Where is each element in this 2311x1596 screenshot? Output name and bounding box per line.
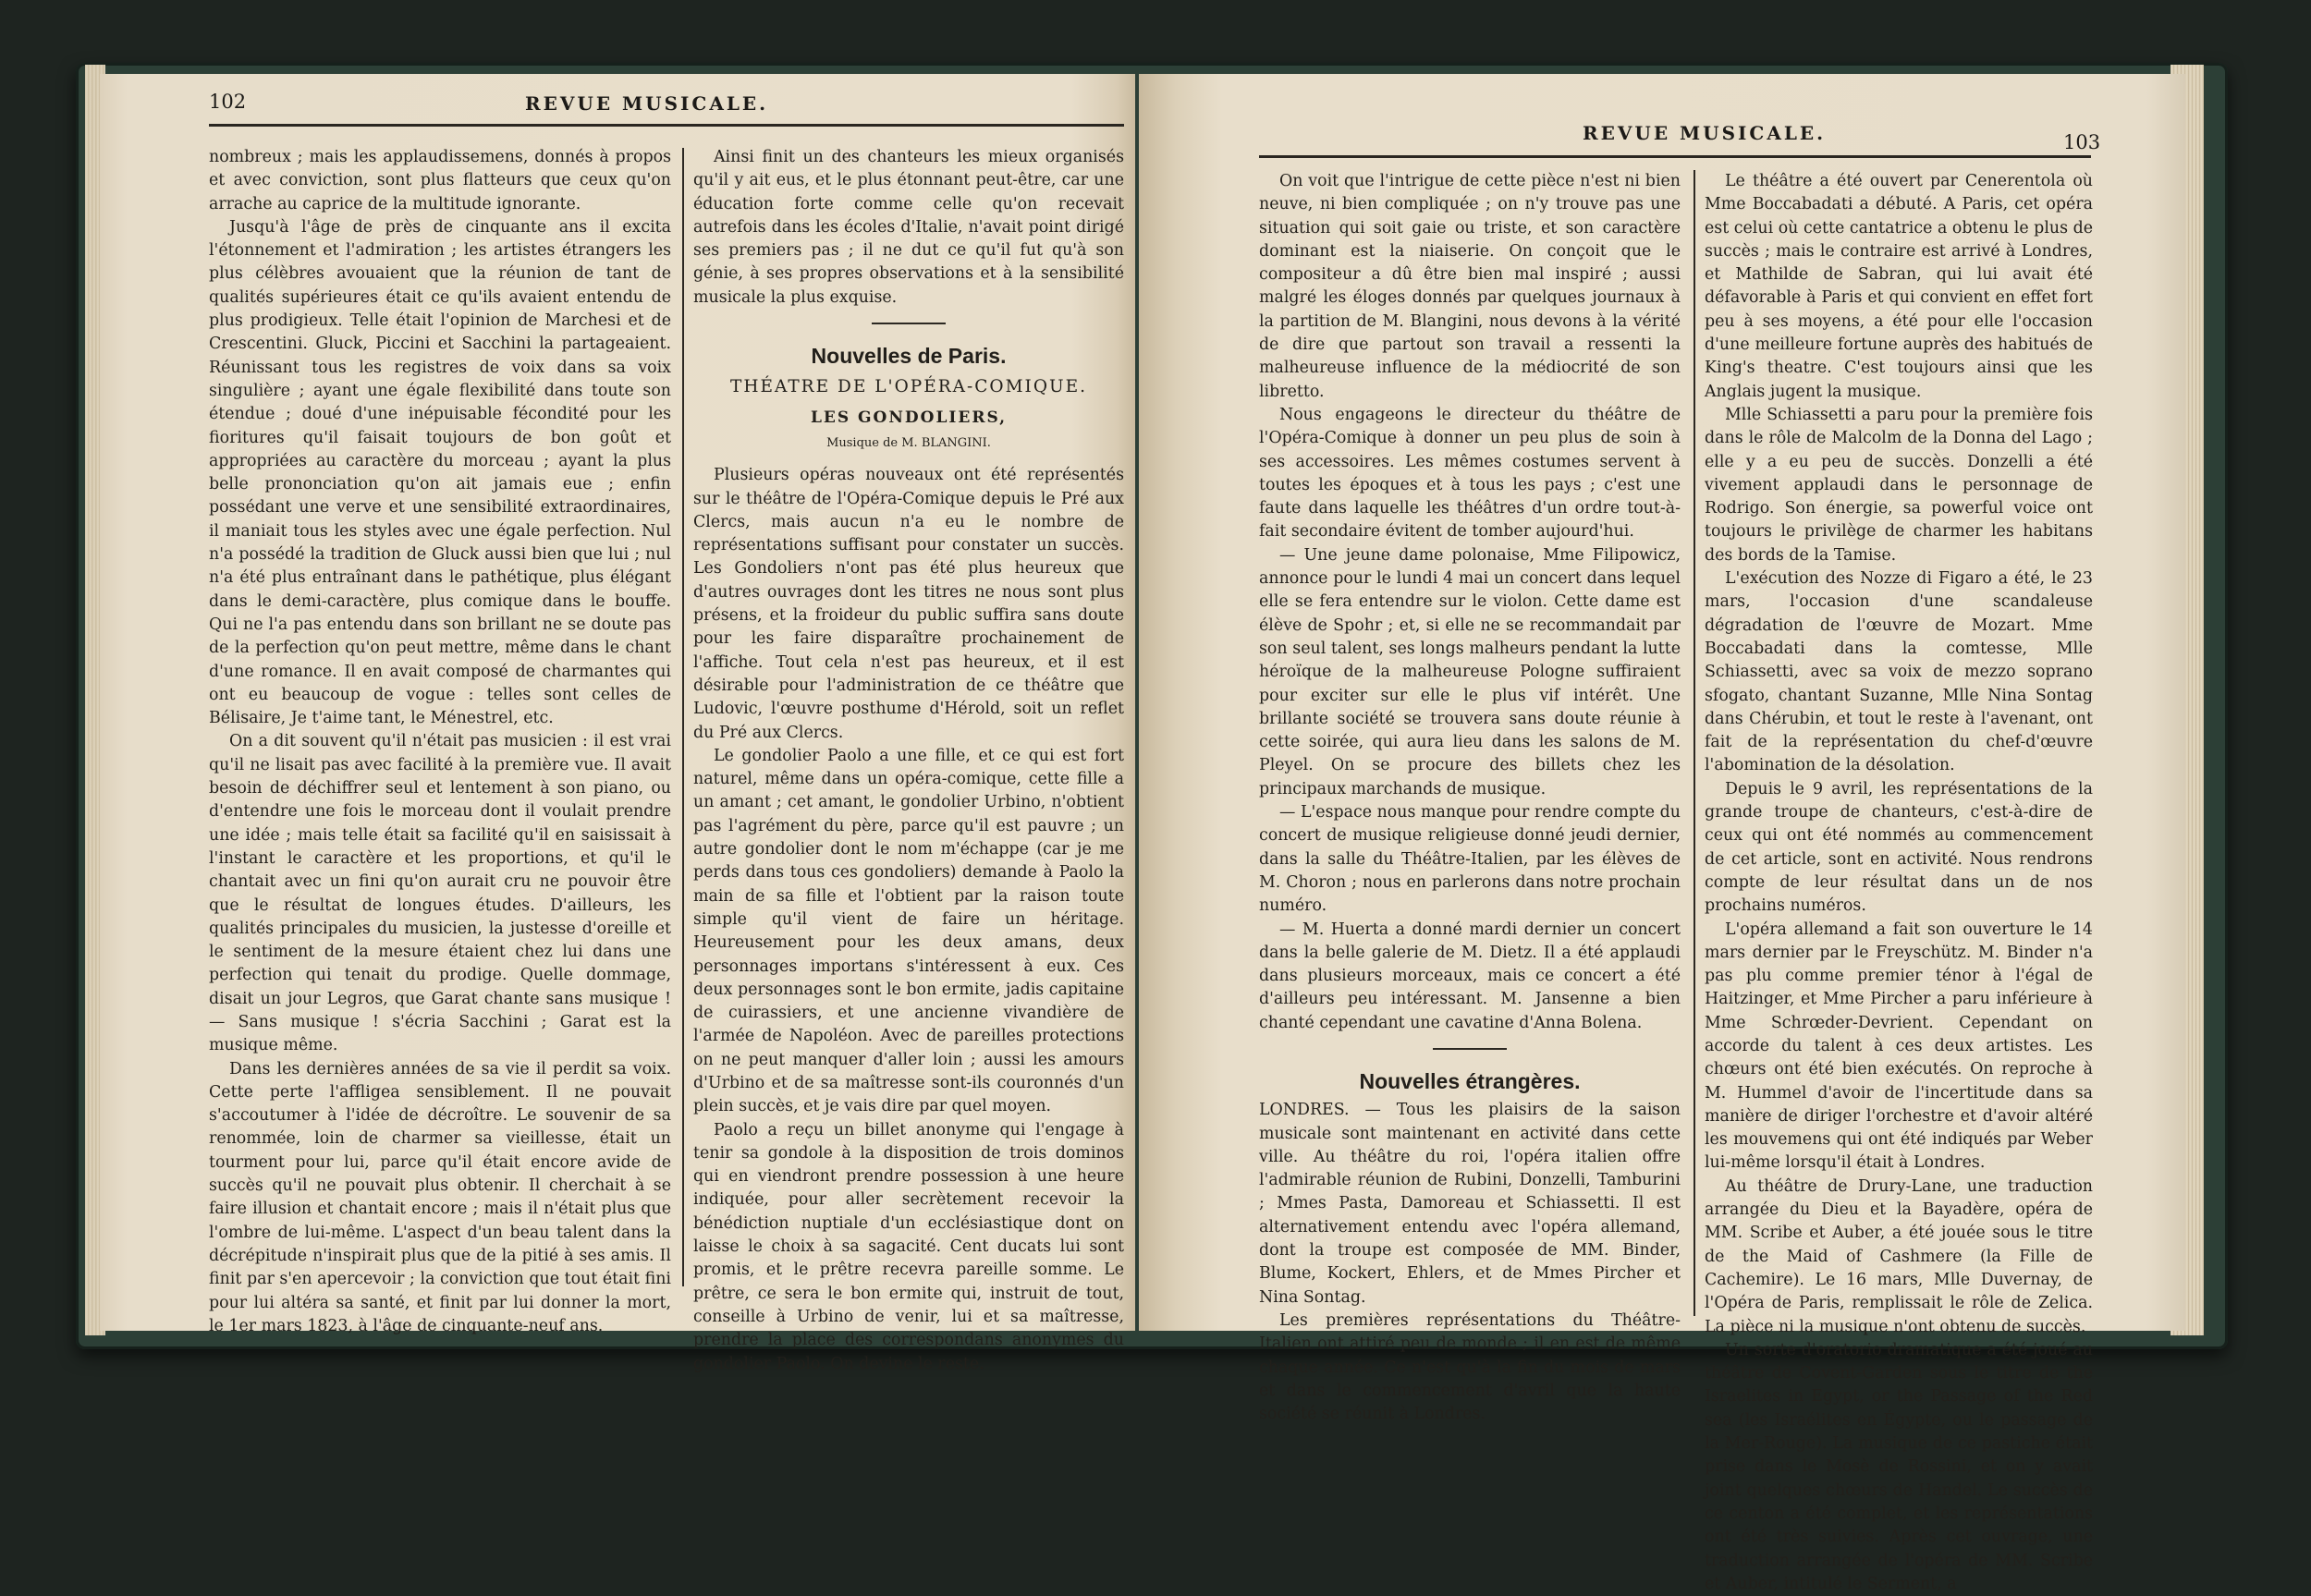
paragraph: Mlle Schiassetti a paru pour la première fois dans le rôle de Malcolm de la Donna del Lago ; elle y a eu peu de succès. Donzelli a été vivement applaudi dans le personnage de Rodrigo. Son énergie, sa powerful voice ont toujours le privilège de charmer les habitans des bords de la Tamise.: [1705, 405, 2093, 565]
right-column-2: [1705, 170, 2093, 1596]
running-head: REVUE MUSICALE.: [525, 92, 769, 115]
header-rule: [209, 124, 1124, 127]
right-column-1: [1259, 170, 1681, 1426]
paragraph: — M. Huerta a donné mardi dernier un concert dans la belle galerie de M. Dietz. Il a été applaudi dans plusieurs morceaux, mais ce concert a été d'ailleurs peu intéressant. M. Jansenne a bien chanté cependant une cavatine d'Anna Bolena.: [1259, 920, 1681, 1032]
running-head: REVUE MUSICALE.: [1583, 122, 1827, 144]
paragraph: L'exécution des Nozze di Figaro a été, le 23 mars, l'occasion d'une scandaleuse dégradation de l'œuvre de Mozart. Mme Boccabadati dans la comtesse, Mlle Schiassetti, avec sa voix de mezzo soprano sfogato, chantant Suzanne, Mlle Nina Sontag dans Chérubin, et tout le reste à l'avenant, ont fait de la représentation du chef-d'œuvre l'abomination de la désolation.: [1705, 569, 2093, 775]
divider: [872, 323, 946, 324]
paragraph: — L'espace nous manque pour rendre compte du concert de musique religieuse donné jeudi dernier, dans la salle du Théâtre-Italien, par les élèves de M. Choron ; nous en parlerons dans notre prochain numéro.: [1259, 803, 1681, 916]
section-title: Nouvelles de Paris.: [811, 344, 1007, 369]
paragraph: L'opéra allemand a fait son ouverture le 14 mars dernier par le Freyschütz. M. Binder n'a pas plu comme premier ténor à l'égal de Haitzinger, et Mme Pircher a paru inférieure à Mme Schrœder-Devrient. Cependant on accorde du talent à ces deux artistes. Les chœurs ont été bien exécutés. On reproche à M. Hummel d'avoir de l'incertitude dans sa manière de diriger l'orchestre et d'avoir altéré les mouvemens qui ont été indiqués par Weber lui-même lorsqu'il était à Londres.: [1705, 920, 2093, 1173]
divider: [1433, 1048, 1507, 1050]
paragraph: Paolo a reçu un billet anonyme qui l'engage à tenir sa gondole à la disposition de trois dominos qui en viendront prendre possession à une heure indiquée, pour aller secrètement recevoir la bénédiction nuptiale d'un ecclésiastique dont on laisse le choix à sa sagacité. Cent ducats lui sont promis, et le prêtre recevra pareille somme. Le prêtre, ce sera le bon ermite qui, instruit de tout, conseille à Urbino de venir, lui et sa maîtresse, prendre la place des correspondans anonymes du gondolier Paolo. On devine le reste.: [693, 1120, 1124, 1373]
left-column-1: [209, 146, 671, 1338]
paragraph: Depuis le 9 avril, les représentations de la grande troupe de chanteurs, c'est-à-dire de ceux qui ont été nommés au commencement de cet article, sont en activité. Nous rendrons compte de leur résultat dans un de nos prochains numéros.: [1705, 779, 2093, 916]
paragraph: Les premières représentations du Théâtre-Italien ont attiré peu de monde ; il en est de même chaque année. Ce n'est qu'à la fin du mois de mars et dans le commencement d'avril que la haute société se réunit à Londres.: [1259, 1310, 1681, 1424]
theatre-heading: THÉATRE DE L'OPÉRA-COMIQUE.: [730, 377, 1087, 397]
column-rule: [1694, 170, 1695, 1316]
paragraph: — Une jeune dame polonaise, Mme Filipowicz, annonce pour le lundi 4 mai un concert dans lequel elle se fera entendre sur le violon. Cette dame est élève de Spohr ; et, si elle ne se recommandait par son seul talent, ses longs malheurs pendant la lutte héroïque de la malheureuse Pologne suffiraient pour exciter sur elle le plus vif intérêt. Une brillante société se trouvera sans doute réunie à cette soirée, qui aura lieu dans les salons de M. Pleyel. On se procure des billets chez les principaux marchands de musique.: [1259, 545, 1681, 798]
right-page: [1139, 74, 2185, 1593]
paragraph: Le théâtre a été ouvert par Cenerentola où Mme Boccabadati a débuté. A Paris, cet opéra est celui où cette cantatrice a obtenu le plus de succès ; mais le contraire est arrivé à Londres, et Mathilde de Sabran, qui lui avait été défavorable à Paris et qui convient en effet fort peu à ses moyens, a été pour elle l'occasion d'une meilleure fortune auprès des habitués de King's theatre. C'est toujours ainsi que les Anglais jugent la musique.: [1705, 172, 2093, 401]
paragraph: nombreux ; mais les applaudissemens, donnés à propos et avec conviction, sont plus flatteurs que ceux qu'on arrache au caprice de la multitude ignorante.: [209, 148, 671, 213]
header-rule: [1259, 155, 2091, 158]
paragraph: Au théâtre de Drury-Lane, une traduction arrangée du Dieu et la Bayadère, opéra de MM. Scribe et Auber, a été jouée sous le titre de the Maid of Cashmere (la Fille de Cachemire). Le 16 mars, Mlle Duvernay, de l'Opéra de Paris, remplissait le rôle de Zelica. La pièce ni la musique n'ont obtenu de succès.: [1705, 1176, 2093, 1336]
paragraph: On voit que l'intrigue de cette pièce n'est ni bien neuve, ni bien compliquée ; on n'y trouve pas une situation qui soit gaie ou triste, et son caractère dominant est la niaiserie. On conçoit que le compositeur a dû être bien mal inspiré ; aussi malgré les éloges donnés par quelques journaux à la partition de M. Blangini, nous devons à la vérité de dire que partout son travail a ressenti la malheureuse influence de la médiocrité de son libretto.: [1259, 172, 1681, 401]
page-number: 103: [2063, 131, 2101, 153]
paragraph: Le gondolier Paolo a une fille, et ce qui est fort naturel, même dans un opéra-comique, cette fille a un amant ; cet amant, le gondolier Urbino, n'obtient pas l'agrément du père, parce qu'il est pauvre ; un autre gondolier dont le nom m'échappe (car je me perds dans tous ces gondoliers) demande à Paolo la main de sa fille et l'obtient par la raison toute simple qu'il vient de faire un héritage. Heureusement pour les deux amans, deux personnages importans s'intéressent à eux. Ces deux personnages sont le bon ermite, jadis capitaine de cuirassiers, et une ancienne vivandière de l'armée de Napoléon. Avec de pareilles protections on ne peut manquer d'aller loin ; aussi les amours d'Urbino et de sa maîtresse sont-ils couronnés d'un plein succès, et je vais dire par quel moyen.: [693, 746, 1124, 1116]
work-credit: Musique de M. BLANGINI.: [826, 435, 991, 450]
left-page: [100, 74, 1135, 1373]
paragraph: Plusieurs opéras nouveaux ont été représentés sur le théâtre de l'Opéra-Comique depuis le Pré aux Clercs, mais aucun n'a eu le nombre de représentations suffisant pour constater un succès. Les Gondoliers n'ont pas été plus heureux que d'autres ouvrages dont les titres ne nous sont plus présens, et la froideur du public suffira sans doute pour les faire disparaître prochainement de l'affiche. Tout cela n'est pas heureux, et il est désirable pour l'administration de ce théâtre que Ludovic, l'œuvre posthume d'Hérold, soit un reflet du Pré aux Clercs.: [693, 466, 1124, 742]
left-column-2: [693, 146, 1124, 1376]
page-number: 102: [209, 91, 247, 113]
section-title: Nouvelles étrangères.: [1359, 1068, 1581, 1093]
work-title: LES GONDOLIERS,: [810, 408, 1008, 427]
paragraph: Un sorte d'oratorio dramatique a été joué au théâtre de Covent-Garden sous le titre de the Israelites in Egypt, or the Passage of the Red sea (les Israélites en Égypte, ou le passage de la Mer-Rouge). La musique de ce pastiche était prise dans le Mosè de Rossini, et on y avait joint quelques chœurs de Handel. Le succès de ce centon a été complet, et les représentations ont été très suivies. Après cet ouvrage, une traduction arrangée de l'opéra de MM. Scribe et Auber, intitulé le Serment, a: [1705, 1340, 2093, 1593]
paragraph: Dans les dernières années de sa vie il perdit sa voix. Cette perte l'affligea sensiblement. Il ne pouvait s'accoutumer à l'idée de décroître. Le souvenir de sa renommée, loin de charmer sa vieillesse, était un tourment pour lui, parce qu'il était encore avide de succès qu'il ne pouvait plus obtenir. Il cherchait à se faire illusion et chantait encore ; mais il n'était plus que l'ombre de lui-même. L'aspect d'un beau talent dans la décrépitude n'inspirait plus que de la pitié à ses amis. Il finit par s'en apercevoir ; la conviction que tout était fini pour lui altéra sa santé, et finit par lui donner la mort, le 1er mars 1823, à l'âge de cinquante-neuf ans.: [209, 1059, 671, 1335]
paragraph: Nous engageons le directeur du théâtre de l'Opéra-Comique à donner un peu plus de soin à ses accessoires. Les mêmes costumes servent à toutes les époques et à tous les pays ; c'est une faute dans laquelle les théâtres d'un ordre tout-à-fait secondaire évitent de tomber aujourd'hui.: [1259, 405, 1681, 542]
paragraph: Jusqu'à l'âge de près de cinquante ans il excita l'étonnement et l'admiration ; les artistes étrangers les plus célèbres avouaient que la réunion de tant de qualités supérieures était ce qu'ils avaient entendu de plus prodigieux. Telle était l'opinion de Marchesi et de Crescentini. Gluck, Piccini et Sacchini la partageaient. Réunissant tous les registres de voix dans sa voix singulière ; ayant une égale flexibilité dans toute son étendue ; doué d'une inépuisable fécondité pour les fioritures qu'il faisait toujours de bon goût et appropriées au caractère du morceau ; ayant la plus belle prononciation qu'on ait jamais eue ; enfin possédant une verve et une sensibilité extraordinaires, il maniait tous les styles avec une égale perfection. Nul n'a possédé la tradition de Gluck aussi bien que lui ; nul n'a été plus entraînant dans le pathétique, plus élégant dans le demi-caractère, plus comique dans le bouffe. Qui ne l'a pas entendu dans son brillant ne se doute pas de la perfection qu'on peut mettre, même dans le chant d'une romance. Il en avait composé de charmantes qui ont eu beaucoup de vogue : telles sont celles de Bélisaire, Je t'aime tant, le Ménestrel, etc.: [209, 217, 671, 728]
paragraph: LONDRES. — Tous les plaisirs de la saison musicale sont maintenant en activité dans cette ville. Au théâtre du roi, l'opéra italien offre l'admirable réunion de Rubini, Donzelli, Tamburini ; Mmes Pasta, Damoreau et Schiassetti. Il est alternativement entendu avec l'opéra allemand, dont la troupe est composée de MM. Binder, Blume, Kockert, Ehlers, et de Mmes Pircher et Nina Sontag.: [1259, 1101, 1681, 1307]
paragraph: On a dit souvent qu'il n'était pas musicien : il est vrai qu'il ne lisait pas avec facilité à la première vue. Il avait besoin de déchiffrer seul et lentement à son piano, ou d'entendre une fois le morceau dont il voulait prendre une idée ; mais telle était sa facilité qu'il en saisissait à l'instant le caractère et les proportions, et qu'il le chantait avec un fini qu'on aurait cru ne pouvoir être que le résultat de longues études. D'ailleurs, les qualités principales du musicien, la justesse d'oreille et le sentiment de la mesure étaient chez lui dans une perfection qui tenait du prodige. Quelle dommage, disait un jour Legros, que Garat chante sans musique ! — Sans musique ! s'écria Sacchini ; Garat est la musique même.: [209, 732, 671, 1055]
paragraph: Ainsi finit un des chanteurs les mieux organisés qu'il y ait eus, et le plus étonnant peut-être, car une éducation forte comme celle qu'on recevait autrefois dans les écoles d'Italie, n'avait point dirigé ses premiers pas ; il ne dut ce qu'il fut qu'à son génie, à ses propres observations et à la sensibilité musicale la plus exquise.: [693, 148, 1124, 307]
column-rule: [682, 148, 684, 1286]
